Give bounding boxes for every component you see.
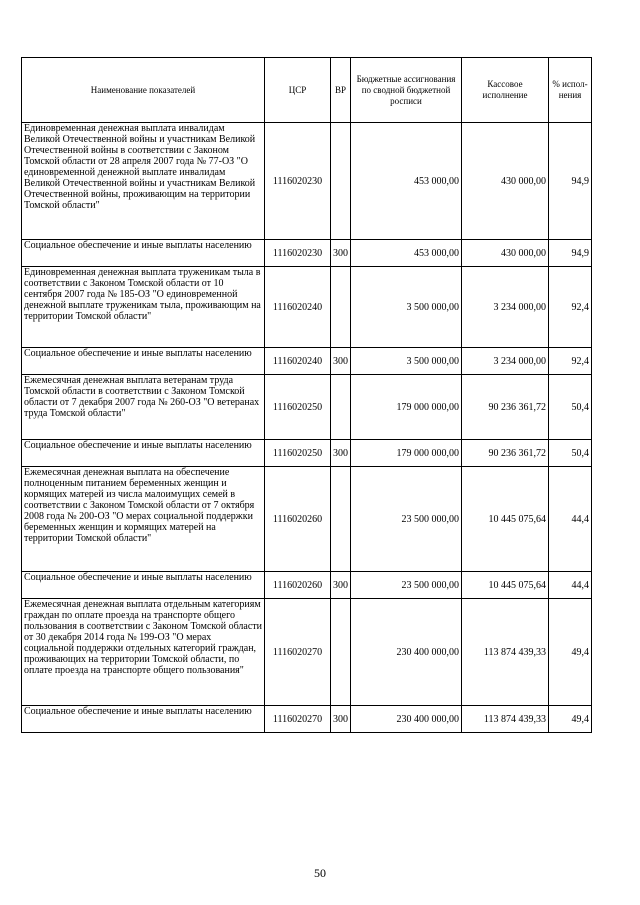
row-csr: 1116020260: [265, 467, 331, 572]
table-row: [22, 123, 592, 240]
header-budget: Бюджетные ассигнования по сводной бюджетной росписи: [351, 58, 462, 123]
row-vr: [331, 375, 351, 440]
row-csr: 1116020250: [265, 440, 331, 467]
row-budget: 453 000,00: [351, 240, 462, 267]
row-budget: 453 000,00: [351, 123, 462, 240]
row-vr: 300: [331, 348, 351, 375]
budget-execution-table: [21, 57, 592, 733]
row-vr: [331, 599, 351, 706]
header-vr: ВР: [331, 58, 351, 123]
row-cash: 430 000,00: [462, 240, 549, 267]
row-percent: 94,9: [549, 240, 592, 267]
row-csr: 1116020260: [265, 572, 331, 599]
table-row: [22, 572, 592, 599]
row-cash: 10 445 075,64: [462, 467, 549, 572]
row-percent: 44,4: [549, 572, 592, 599]
row-csr: 1116020230: [265, 123, 331, 240]
row-cash: 113 874 439,33: [462, 706, 549, 733]
table-row: [22, 440, 592, 467]
row-budget: 230 400 000,00: [351, 706, 462, 733]
row-vr: 300: [331, 240, 351, 267]
table-row: [22, 240, 592, 267]
row-name: Социальное обеспечение и иные выплаты населению: [22, 348, 265, 375]
row-budget: 3 500 000,00: [351, 267, 462, 348]
row-vr: 300: [331, 572, 351, 599]
table-row: [22, 267, 592, 348]
page-number: 50: [314, 866, 326, 880]
row-name: Социальное обеспечение и иные выплаты населению: [22, 240, 265, 267]
header-percent: % испол-нения: [549, 58, 592, 123]
row-percent: 50,4: [549, 440, 592, 467]
row-budget: 179 000 000,00: [351, 440, 462, 467]
row-budget: 23 500 000,00: [351, 572, 462, 599]
row-percent: 50,4: [549, 375, 592, 440]
table-row: [22, 467, 592, 572]
row-csr: 1116020230: [265, 240, 331, 267]
row-budget: 230 400 000,00: [351, 599, 462, 706]
row-cash: 3 234 000,00: [462, 267, 549, 348]
row-csr: 1116020240: [265, 267, 331, 348]
row-name: Ежемесячная денежная выплата ветеранам труда Томской области в соответствии с Законом Томской области от 7 декабря 2007 года № 260-ОЗ "О ветеранах труда Томской области": [22, 375, 265, 440]
header-cash: Кассовое исполнение: [462, 58, 549, 123]
row-cash: 113 874 439,33: [462, 599, 549, 706]
header-csr: ЦСР: [265, 58, 331, 123]
row-csr: 1116020270: [265, 599, 331, 706]
row-percent: 94,9: [549, 123, 592, 240]
row-vr: [331, 467, 351, 572]
row-csr: 1116020250: [265, 375, 331, 440]
row-name: Ежемесячная денежная выплата отдельным категориям граждан по оплате проезда на транспорте общего пользования в соответствии с Законом Томской области от 30 декабря 2014 года № 199-ОЗ "О мерах социальной поддержки отдельных категорий граждан, проживающих на территории Томской области, по оплате проезда на транспорте общего пользования": [22, 599, 265, 706]
row-vr: 300: [331, 706, 351, 733]
table-row: [22, 348, 592, 375]
row-budget: 179 000 000,00: [351, 375, 462, 440]
table-row: [22, 375, 592, 440]
row-name: Ежемесячная денежная выплата на обеспечение полноценным питанием беременных женщин и кормящих матерей из числа малоимущих семей в соответствии с Законом Томской области от 7 октября 2008 года № 200-ОЗ "О мерах социальной поддержки беременных женщин и кормящих матерей на территории Томской области": [22, 467, 265, 572]
row-percent: 49,4: [549, 706, 592, 733]
row-cash: 90 236 361,72: [462, 440, 549, 467]
header-name: Наименование показателей: [22, 58, 265, 123]
row-vr: 300: [331, 440, 351, 467]
row-percent: 44,4: [549, 467, 592, 572]
row-cash: 3 234 000,00: [462, 348, 549, 375]
row-csr: 1116020240: [265, 348, 331, 375]
row-cash: 90 236 361,72: [462, 375, 549, 440]
row-name: Социальное обеспечение и иные выплаты населению: [22, 572, 265, 599]
row-cash: 430 000,00: [462, 123, 549, 240]
row-percent: 49,4: [549, 599, 592, 706]
row-cash: 10 445 075,64: [462, 572, 549, 599]
table-header-row: [22, 58, 592, 123]
row-budget: 23 500 000,00: [351, 467, 462, 572]
row-vr: [331, 123, 351, 240]
row-name: Социальное обеспечение и иные выплаты населению: [22, 706, 265, 733]
row-vr: [331, 267, 351, 348]
row-name: Единовременная денежная выплата труженикам тыла в соответствии с Законом Томской области от 10 сентября 2007 года № 185-ОЗ "О единовременной денежной выплате труженикам тыла, проживающим на территории Томской области": [22, 267, 265, 348]
row-name: Социальное обеспечение и иные выплаты населению: [22, 440, 265, 467]
row-percent: 92,4: [549, 267, 592, 348]
row-name: Единовременная денежная выплата инвалидам Великой Отечественной войны и участникам Великой Отечественной войны в соответствии с Законом Томской области от 28 апреля 2007 года № 77-ОЗ "О единовременной денежной выплате инвалидам Великой Отечественной войны и участникам Великой Отечественной войны, проживающим на территории Томской области": [22, 123, 265, 240]
row-csr: 1116020270: [265, 706, 331, 733]
table-row: [22, 706, 592, 733]
table-row: [22, 599, 592, 706]
row-budget: 3 500 000,00: [351, 348, 462, 375]
row-percent: 92,4: [549, 348, 592, 375]
